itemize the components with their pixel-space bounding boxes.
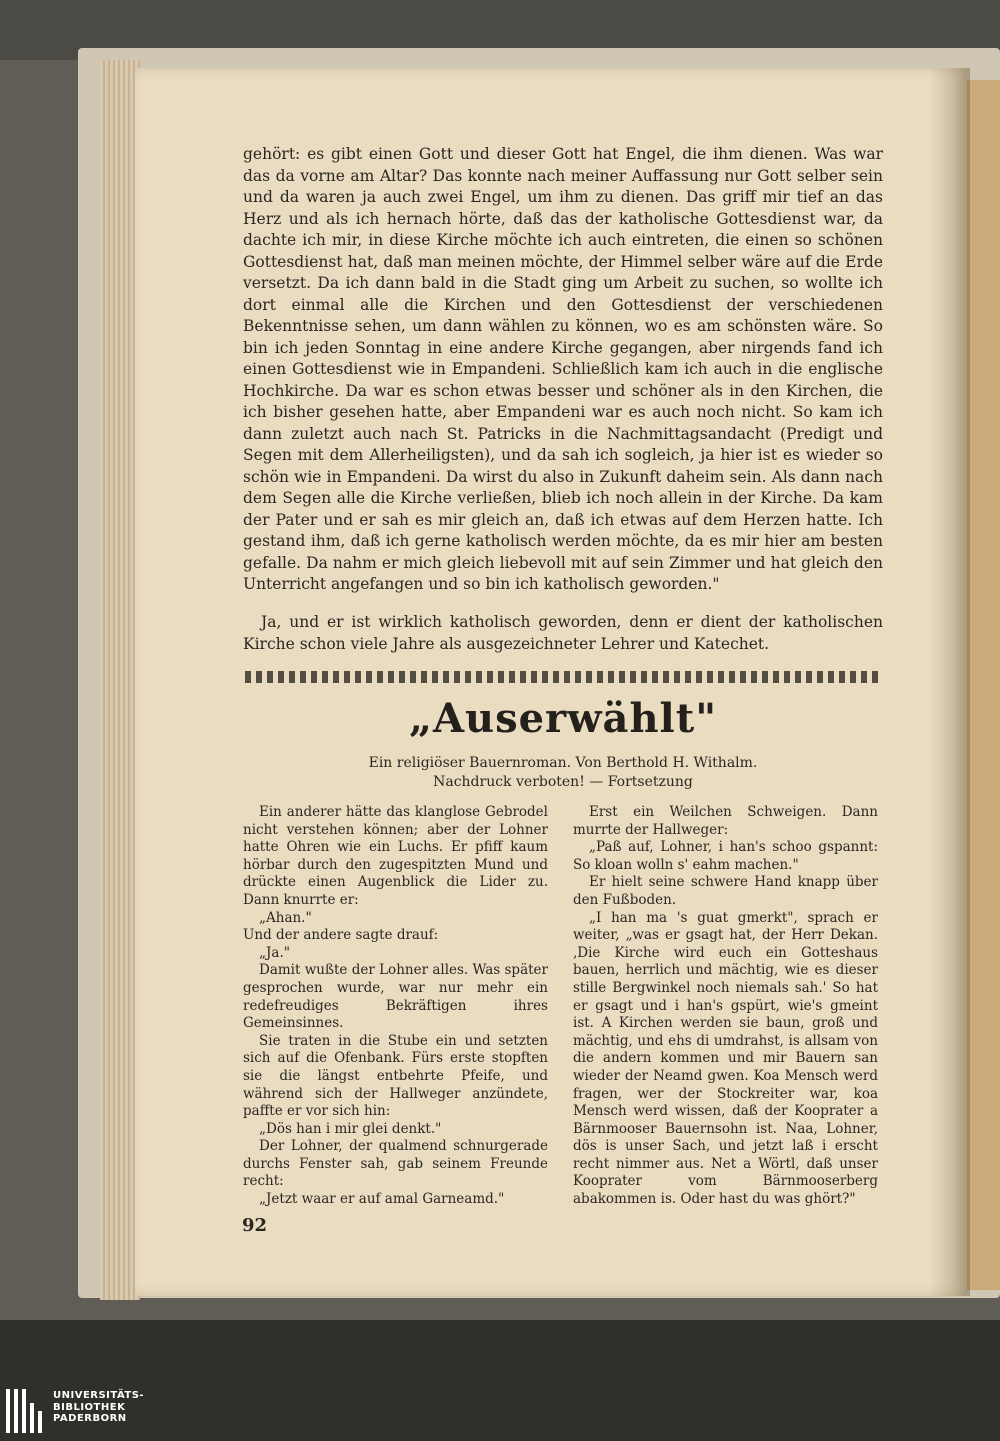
reprint-notice: Nachdruck verboten! — Fortsetzung: [433, 774, 693, 790]
body-paragraph-1: gehört: es gibt einen Gott und dieser Gott hat Engel, die ihm dienen. Was war das da vorne am Altar? Das konnte nach meiner Auffassung nur Gott selber sein und da waren ja auch zwei Engel, um ihm zu dienen. Das griff mir tief an das Herz und als ich hernach hörte, daß das der katholische Gottesdienst war, da dachte ich mir, in diese Kirche möchte ich auch eintreten, die einen so schönen Gottesdienst hat, daß man meinen möchte, der Himmel selber wäre auf die Erde versetzt. Da ich dann bald in die Stadt ging um Arbeit zu suchen, so wollte ich dort einmal alle die Kirchen und den Gottesdienst der verschiedenen Bekenntnisse sehen, um dann wählen zu können, wo es am schönsten wäre. So bin ich jeden Sonntag in eine andere Kirche gegangen, aber nirgends fand ich einen Gottesdienst wie in Empandeni. Schließlich kam ich auch in die englische Hochkirche. Da war es schon etwas besser und schöner als in den Kirchen, die ich bisher gesehen hatte, aber Empandeni war es auch noch nicht. So kam ich dann zuletzt auch nach St. Patricks in die Nachmittagsandacht (Predigt und Segen mit dem Allerheiligsten), und da sah ich sogleich, ja hier ist es wieder so schön wie in Empandeni. Da wirst du also in Zukunft daheim sein. Als dann nach dem Segen alle die Kirche verließen, blieb ich noch allein in der Kirche. Da kam der Pater und er sah es mir gleich an, daß ich etwas auf dem Herzen hatte. Ich gestand ihm, daß ich gerne katholisch werden möchte, da es mir hier am besten gefalle. Da nahm er mich gleich liebevoll mit auf sein Zimmer und hat gleich den Unterricht angefangen und so bin ich katholisch geworden.": [243, 145, 883, 593]
library-name-line: BIBLIOTHEK: [53, 1401, 126, 1413]
left-paragraph: Der Lohner, der qualmend schnurgerade durchs Fenster sah, gab seinem Freunde recht:: [243, 1138, 548, 1190]
story-subtitle: Ein religiöser Bauernroman. Von Berthold H. Withalm.: [368, 755, 758, 771]
scan-background-bottom: [0, 1320, 1000, 1441]
left-column: [243, 804, 548, 1209]
right-paragraph: „I han ma 's guat gmerkt", sprach er weiter, „was er gsagt hat, der Herr Dekan. ‚Die Kirche wird euch ein Gotteshaus bauen, herrlich und mächtig, wie es dieser stille Bergwinkel noch niemals sah.' So hat er gsagt und i han's gspürt, wie's gmeint ist. A Kirchen werden sie baun, groß und mächtig, und ehs di umdrahst, is allsam von die andern kommen und mir Bauern san wieder der Neamd gwen. Koa Mensch werd fragen, wer der Stockreiter war, koa Mensch werd wissen, daß der Kooprater a Bärnmooser Bauernsohn ist. Naa, Lohner, dös is unser Sach, und jetzt laß i erscht recht nimmer aus. Net a Wörtl, daß unser Kooprater vom Bärnmooserberg abakommen is. Oder hast du was ghört?": [573, 909, 878, 1208]
body-paragraph-2: Ja, und er ist wirklich katholisch geworden, denn er dient der katholischen Kirche schon viele Jahre als ausgezeichneter Lehrer und Katechet.: [243, 613, 883, 653]
left-paragraph: Ein anderer hätte das klanglose Gebrodel nicht verstehen können; aber der Lohner hatte Ohren wie ein Luchs. Er pfiff kaum hörbar durch den zugespitzten Mund und drückte einen Augenblick die Lider zu. Dann knurrte er:: [243, 804, 548, 908]
library-name-line: UNIVERSITÄTS-: [53, 1390, 145, 1401]
left-paragraph: „Dös han i mir glei denkt.": [259, 1120, 442, 1137]
right-paragraph: Er hielt seine schwere Hand knapp über den Fußboden.: [573, 874, 878, 908]
story-title: „Auserwählt": [408, 695, 718, 742]
left-paragraph: „Ahan.": [259, 909, 312, 926]
right-paragraph: Erst ein Weilchen Schweigen. Dann murrte der Hallweger:: [573, 804, 878, 838]
page-number: 92: [242, 1215, 268, 1236]
library-name: [53, 1390, 144, 1425]
library-logo-icon: [6, 1389, 46, 1433]
left-paragraph: „Ja.": [259, 944, 290, 961]
right-paragraph: „Paß auf, Lohner, i han's schoo gspannt: So kloan wolln s' eahm machen.": [573, 839, 878, 873]
left-paragraph: Damit wußte der Lohner alles. Was später gesprochen wurde, war nur mehr ein redefreudiges Bekräftigen ihres Gemeinsinnes.: [243, 962, 548, 1032]
left-paragraph: Und der andere sagte drauf:: [243, 927, 439, 944]
spine-shadow: [930, 68, 970, 1296]
left-paragraph: Sie traten in die Stube ein und setzten sich auf die Ofenbank. Fürs erste stopften sie die längst entbehrte Pfeife, und während sich der Hallweger anzündete, paffte er vor sich hin:: [243, 1032, 548, 1120]
page-edges: [100, 60, 140, 1300]
left-paragraph: „Jetzt waar er auf amal Garneamd.": [259, 1191, 505, 1208]
right-column: [573, 804, 878, 1209]
library-name-line: PADERBORN: [53, 1413, 127, 1424]
ornamental-divider: [245, 671, 881, 683]
